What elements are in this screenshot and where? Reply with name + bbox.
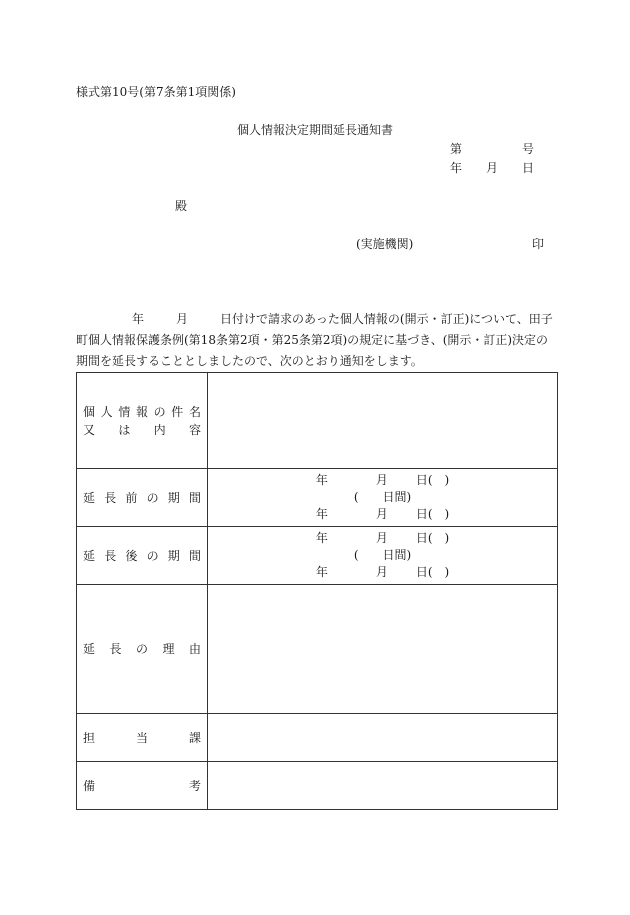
label-reason-char: 由 <box>188 642 201 656</box>
label-subject-line2 <box>83 421 201 439</box>
issue-date-year: 年 <box>450 161 463 175</box>
label-department-char: 課 <box>188 730 201 745</box>
body-month: 月 <box>176 312 189 326</box>
label-subject-char: 名 <box>188 404 201 419</box>
label-subject-char: 容 <box>188 422 201 437</box>
value-after-period[interactable] <box>208 527 558 585</box>
label-subject-char: 報 <box>135 404 148 419</box>
addressee-honorific: 殿 <box>175 199 188 213</box>
label-after-period-char: 長 <box>104 548 117 563</box>
label-before-period-char: 長 <box>104 490 117 505</box>
label-subject-char: の <box>153 404 166 419</box>
label-reason <box>77 585 208 714</box>
value-before-period[interactable] <box>208 469 558 527</box>
label-subject-char: 又 <box>83 422 96 437</box>
label-reason-char: 長 <box>109 642 122 656</box>
label-subject-char: 内 <box>153 422 166 437</box>
label-reason-char: 延 <box>83 642 96 656</box>
label-subject-line1 <box>83 403 201 421</box>
document-number-prefix: 第 <box>450 142 463 156</box>
notice-table <box>76 372 558 810</box>
table-row-department <box>77 714 558 762</box>
document-title: 個人情報決定期間延長通知書 <box>236 123 393 137</box>
value-remarks[interactable] <box>208 762 558 810</box>
label-subject-char: 個 <box>83 404 96 419</box>
table-row-remarks <box>77 762 558 810</box>
label-after-period-char: 延 <box>83 548 96 563</box>
label-remarks-char: 備 <box>83 778 96 793</box>
label-remarks-char: 考 <box>188 778 201 793</box>
label-before-period-char: 期 <box>167 490 180 505</box>
period-after: 年 月 日( ) ( 日間) 年 月 日( ) <box>315 531 450 579</box>
label-department-char: 担 <box>83 730 96 745</box>
value-reason[interactable] <box>208 585 558 714</box>
issue-date-day: 日 <box>522 161 535 175</box>
label-subject-char: 人 <box>100 404 113 419</box>
body-year: 年 <box>132 312 145 326</box>
value-subject[interactable] <box>208 373 558 469</box>
table-row-reason <box>77 585 558 714</box>
label-after-period-char: 後 <box>125 548 138 563</box>
agency-label: (実施機関) <box>356 237 414 251</box>
seal-mark: 印 <box>532 237 545 251</box>
body-sentence: 日付けで請求のあった個人情報の(開示・訂正)について、田子町個人情報保護条例(第18条第2項・第25条第2項)の規定に基づき、(開示・訂正)決定の期間を延長することとしましたので、次のとおり通知をします。 <box>76 312 553 368</box>
label-subject-char: 件 <box>171 404 184 419</box>
label-reason-char: 理 <box>162 642 175 656</box>
period-before: 年 月 日( ) ( 日間) 年 月 日( ) <box>315 473 450 521</box>
label-reason-char: の <box>135 642 148 656</box>
table-row-before-period <box>77 469 558 527</box>
label-subject-char: は <box>118 422 131 437</box>
label-department-char: 当 <box>135 730 148 745</box>
notice-body-text <box>76 309 558 372</box>
label-before-period-char: 延 <box>83 490 96 505</box>
label-department <box>77 714 208 762</box>
label-after-period-char: の <box>146 548 159 563</box>
label-subject-char: 情 <box>118 404 131 419</box>
label-before-period-char: 間 <box>188 490 201 505</box>
label-before-period <box>77 469 208 527</box>
label-before-period-char: の <box>146 490 159 505</box>
form-number: 様式第10号(第7条第1項関係) <box>76 85 236 99</box>
table-row-subject <box>77 373 558 469</box>
label-remarks <box>77 762 208 810</box>
label-after-period-char: 期 <box>167 548 180 563</box>
table-row-after-period <box>77 527 558 585</box>
label-before-period-char: 前 <box>125 490 138 505</box>
value-department[interactable] <box>208 714 558 762</box>
issue-date-month: 月 <box>486 161 499 175</box>
label-after-period-char: 間 <box>188 548 201 563</box>
label-after-period <box>77 527 208 585</box>
document-number-suffix: 号 <box>522 142 535 156</box>
label-subject <box>77 373 208 469</box>
